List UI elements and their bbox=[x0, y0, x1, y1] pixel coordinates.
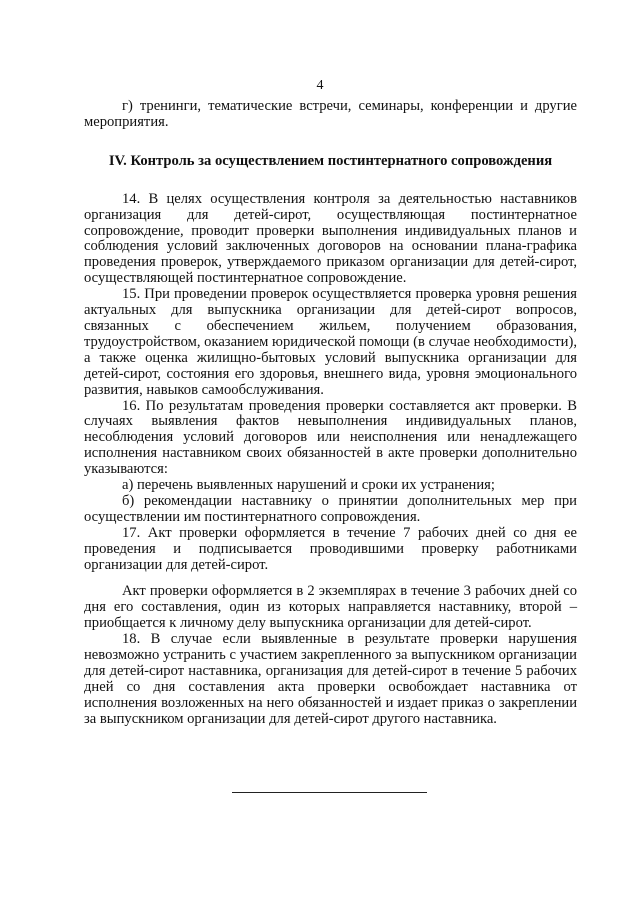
subitem-a: а) перечень выявленных нарушений и сроки их устранения; bbox=[122, 477, 495, 494]
paragraph-17-continued: Акт проверки оформляется в 2 экземплярах в течение 3 рабочих дней со дня его составления, один из которых направляется наставнику, второй – приобщается к личному делу выпускника организации для детей-сирот. bbox=[84, 583, 577, 632]
document-body bbox=[84, 99, 577, 728]
end-divider bbox=[232, 792, 427, 793]
intro-paragraph: г) тренинги, тематические встречи, семинары, конференции и другие мероприятия. bbox=[84, 98, 577, 130]
paragraph-15: 15. При проведении проверок осуществляется проверка уровня решения актуальных для выпускника организации для детей-сирот вопросов, связанных с обеспечением жильем, получением образования, трудоустройством, оказанием юридической помощи (в случае необходимости), а также оценка жилищно-бытовых условий выпускника организации для детей-сирот, состояния его здоровья, внешнего вида, уровня эмоционального развития, навыков самообслуживания. bbox=[84, 286, 577, 398]
page-number: 4 bbox=[316, 78, 324, 93]
paragraph-17: 17. Акт проверки оформляется в течение 7 рабочих дней со дня ее проведения и подписывается проводившими проверку работниками организации для детей-сирот. bbox=[84, 524, 577, 573]
section-heading: IV. Контроль за осуществлением постинтернатного сопровождения bbox=[108, 152, 553, 169]
paragraph-14: 14. В целях осуществления контроля за деятельностью наставников организация для детей-сирот, осуществляющая постинтернатное сопровождение, проводит проверки выполнения индивидуальных планов и соблюдения условий заключенных договоров на основании плана-графика проведения проверок, утверждаемого приказом организации для детей-сирот, осуществляющей постинтернатное сопровождение. bbox=[84, 190, 577, 287]
paragraph-18: 18. В случае если выявленные в результате проверки нарушения невозможно устранить с участием закрепленного за выпускником организации для детей-сирот наставника, организация для детей-сирот в течение 5 рабочих дней со дня составления акта проверки освобождает наставника от исполнения возложенных на него обязанностей и издает приказ о закреплении за выпускником организации для детей-сирот другого наставника. bbox=[84, 631, 577, 727]
subitem-b: б) рекомендации наставнику о принятии дополнительных мер при осуществлении им постинтернатного сопровождения. bbox=[84, 492, 577, 525]
paragraph-16: 16. По результатам проведения проверки составляется акт проверки. В случаях выявления фактов невыполнения индивидуальных планов, несоблюдения условий договоров или неисполнения или ненадлежащего исполнения наставником своих обязанностей в акте проверки дополнительно указываются: bbox=[84, 397, 577, 478]
